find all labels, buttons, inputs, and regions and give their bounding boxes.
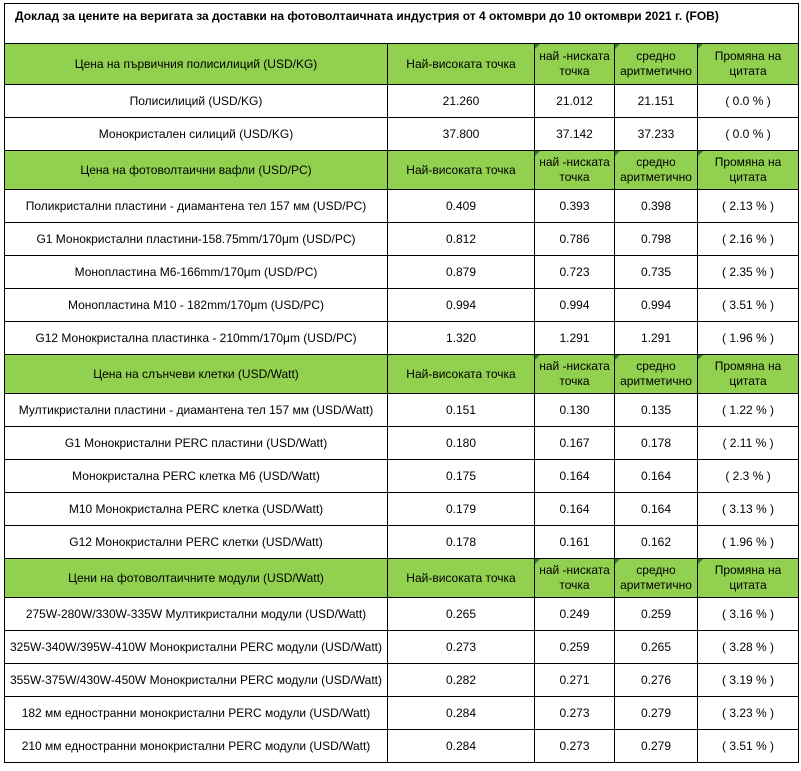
low-value-cell: 0.161 (535, 526, 615, 559)
low-value-cell: 0.249 (535, 598, 615, 631)
low-value-cell: 1.291 (535, 322, 615, 355)
product-name-cell: M10 Монокристална PERC клетка (USD/Watt) (5, 493, 388, 526)
change-value-cell: ( 2.11 % ) (698, 427, 799, 460)
section-header-title: Цена на фотоволтаични вафли (USD/PC) (5, 151, 388, 190)
change-value-cell: ( 3.51 % ) (698, 730, 799, 763)
column-header-label: средно аритметично (620, 359, 692, 388)
column-header-label: Най-високата точка (406, 163, 516, 177)
low-value-cell: 0.130 (535, 394, 615, 427)
column-header-change (698, 559, 799, 598)
column-header-avg (615, 559, 698, 598)
column-header-label: Най-високата точка (406, 57, 516, 71)
table-row (5, 697, 799, 730)
high-value-cell: 0.284 (388, 730, 535, 763)
table-row (5, 289, 799, 322)
cell-comment-marker (698, 151, 703, 156)
product-name-cell: 182 мм едностранни монокристални PERC модули (USD/Watt) (5, 697, 388, 730)
change-value-cell: ( 3.13 % ) (698, 493, 799, 526)
column-header-label: най -ниската точка (539, 49, 610, 78)
section-header-row (5, 355, 799, 394)
table-row (5, 526, 799, 559)
avg-value-cell: 0.398 (615, 190, 698, 223)
product-name-cell: Мултикристални пластини - диамантена тел 157 мм (USD/Watt) (5, 394, 388, 427)
high-value-cell: 37.800 (388, 118, 535, 151)
low-value-cell: 37.142 (535, 118, 615, 151)
high-value-cell: 0.284 (388, 697, 535, 730)
table-row (5, 631, 799, 664)
column-header-avg (615, 44, 698, 85)
avg-value-cell: 0.259 (615, 598, 698, 631)
cell-comment-marker (535, 559, 540, 564)
high-value-cell: 0.879 (388, 256, 535, 289)
table-row (5, 223, 799, 256)
column-header-high (388, 44, 535, 85)
low-value-cell: 0.273 (535, 697, 615, 730)
change-value-cell: ( 2.13 % ) (698, 190, 799, 223)
column-header-change (698, 355, 799, 394)
product-name-cell: Монокристална PERC клетка M6 (USD/Watt) (5, 460, 388, 493)
cell-comment-marker (535, 44, 540, 49)
product-name-cell: 355W-375W/430W-450W Монокристални PERC модули (USD/Watt) (5, 664, 388, 697)
table-row (5, 256, 799, 289)
table-row (5, 493, 799, 526)
cell-comment-marker (615, 44, 620, 49)
product-name-cell: 210 мм едностранни монокристални PERC модули (USD/Watt) (5, 730, 388, 763)
change-value-cell: ( 2.3 % ) (698, 460, 799, 493)
column-header-label: Промяна на цитата (714, 563, 782, 592)
cell-comment-marker (615, 559, 620, 564)
column-header-low (535, 151, 615, 190)
table-row (5, 460, 799, 493)
table-row (5, 322, 799, 355)
price-table (4, 3, 799, 763)
product-name-cell: 325W-340W/395W-410W Монокристални PERC модули (USD/Watt) (5, 631, 388, 664)
cell-comment-marker (615, 355, 620, 360)
change-value-cell: ( 1.96 % ) (698, 322, 799, 355)
high-value-cell: 0.282 (388, 664, 535, 697)
product-name-cell: G12 Монокристални PERC клетки (USD/Watt) (5, 526, 388, 559)
cell-comment-marker (535, 151, 540, 156)
section-header-title: Цена на първичния полисилиций (USD/KG) (5, 44, 388, 85)
column-header-high (388, 151, 535, 190)
high-value-cell: 0.409 (388, 190, 535, 223)
high-value-cell: 0.265 (388, 598, 535, 631)
column-header-label: средно аритметично (620, 49, 692, 78)
high-value-cell: 0.175 (388, 460, 535, 493)
low-value-cell: 0.167 (535, 427, 615, 460)
column-header-label: Промяна на цитата (714, 359, 782, 388)
high-value-cell: 1.320 (388, 322, 535, 355)
avg-value-cell: 0.162 (615, 526, 698, 559)
low-value-cell: 0.786 (535, 223, 615, 256)
high-value-cell: 0.812 (388, 223, 535, 256)
cell-comment-marker (615, 151, 620, 156)
change-value-cell: ( 3.28 % ) (698, 631, 799, 664)
column-header-label: средно аритметично (620, 155, 692, 184)
high-value-cell: 0.273 (388, 631, 535, 664)
column-header-label: най -ниската точка (539, 563, 610, 592)
title-row (5, 4, 799, 44)
low-value-cell: 21.012 (535, 85, 615, 118)
avg-value-cell: 0.265 (615, 631, 698, 664)
avg-value-cell: 0.994 (615, 289, 698, 322)
low-value-cell: 0.393 (535, 190, 615, 223)
avg-value-cell: 0.164 (615, 460, 698, 493)
cell-comment-marker (535, 355, 540, 360)
table-row (5, 664, 799, 697)
table-row (5, 190, 799, 223)
low-value-cell: 0.723 (535, 256, 615, 289)
product-name-cell: G12 Монокристална пластинка - 210mm/170μm (USD/PC) (5, 322, 388, 355)
avg-value-cell: 0.279 (615, 730, 698, 763)
low-value-cell: 0.273 (535, 730, 615, 763)
high-value-cell: 0.180 (388, 427, 535, 460)
column-header-label: Промяна на цитата (714, 49, 782, 78)
high-value-cell: 0.179 (388, 493, 535, 526)
change-value-cell: ( 0.0 % ) (698, 85, 799, 118)
column-header-label: Най-високата точка (406, 571, 516, 585)
avg-value-cell: 0.276 (615, 664, 698, 697)
column-header-label: средно аритметично (620, 563, 692, 592)
column-header-avg (615, 151, 698, 190)
high-value-cell: 0.994 (388, 289, 535, 322)
column-header-low (535, 44, 615, 85)
change-value-cell: ( 1.22 % ) (698, 394, 799, 427)
change-value-cell: ( 3.51 % ) (698, 289, 799, 322)
change-value-cell: ( 3.19 % ) (698, 664, 799, 697)
section-header-row (5, 151, 799, 190)
avg-value-cell: 1.291 (615, 322, 698, 355)
avg-value-cell: 0.798 (615, 223, 698, 256)
avg-value-cell: 0.279 (615, 697, 698, 730)
column-header-high (388, 355, 535, 394)
avg-value-cell: 0.164 (615, 493, 698, 526)
avg-value-cell: 37.233 (615, 118, 698, 151)
avg-value-cell: 0.178 (615, 427, 698, 460)
section-header-row (5, 44, 799, 85)
change-value-cell: ( 2.35 % ) (698, 256, 799, 289)
low-value-cell: 0.164 (535, 493, 615, 526)
avg-value-cell: 0.735 (615, 256, 698, 289)
cell-comment-marker (698, 559, 703, 564)
product-name-cell: Монопластина M6-166mm/170μm (USD/PC) (5, 256, 388, 289)
product-name-cell: G1 Монокристални пластини-158.75mm/170μm (USD/PC) (5, 223, 388, 256)
product-name-cell: Монокристален силиций (USD/KG) (5, 118, 388, 151)
column-header-change (698, 151, 799, 190)
change-value-cell: ( 1.96 % ) (698, 526, 799, 559)
column-header-label: най -ниската точка (539, 155, 610, 184)
low-value-cell: 0.164 (535, 460, 615, 493)
change-value-cell: ( 0.0 % ) (698, 118, 799, 151)
cell-comment-marker (698, 44, 703, 49)
table-row (5, 427, 799, 460)
section-header-title: Цена на слънчеви клетки (USD/Watt) (5, 355, 388, 394)
avg-value-cell: 21.151 (615, 85, 698, 118)
column-header-change (698, 44, 799, 85)
low-value-cell: 0.994 (535, 289, 615, 322)
avg-value-cell: 0.135 (615, 394, 698, 427)
product-name-cell: Поликристални пластини - диамантена тел 157 мм (USD/PC) (5, 190, 388, 223)
high-value-cell: 0.178 (388, 526, 535, 559)
change-value-cell: ( 2.16 % ) (698, 223, 799, 256)
column-header-low (535, 355, 615, 394)
change-value-cell: ( 3.16 % ) (698, 598, 799, 631)
section-header-row (5, 559, 799, 598)
high-value-cell: 21.260 (388, 85, 535, 118)
table-row (5, 118, 799, 151)
table-row (5, 598, 799, 631)
column-header-avg (615, 355, 698, 394)
report-title: Доклад за цените на веригата за доставки на фотоволтаичната индустрия от 4 октомври до 10 октомври 2021 г. (FOB) (5, 4, 799, 44)
cell-comment-marker (698, 355, 703, 360)
table-row (5, 85, 799, 118)
column-header-label: Промяна на цитата (714, 155, 782, 184)
product-name-cell: Монопластина M10 - 182mm/170μm (USD/PC) (5, 289, 388, 322)
section-header-title: Цени на фотоволтаичните модули (USD/Watt) (5, 559, 388, 598)
column-header-label: Най-високата точка (406, 367, 516, 381)
table-row (5, 730, 799, 763)
low-value-cell: 0.259 (535, 631, 615, 664)
column-header-label: най -ниската точка (539, 359, 610, 388)
change-value-cell: ( 3.23 % ) (698, 697, 799, 730)
column-header-high (388, 559, 535, 598)
high-value-cell: 0.151 (388, 394, 535, 427)
table-row (5, 394, 799, 427)
product-name-cell: Полисилиций (USD/KG) (5, 85, 388, 118)
price-report-sheet (4, 3, 798, 763)
product-name-cell: G1 Монокристални PERC пластини (USD/Watt) (5, 427, 388, 460)
product-name-cell: 275W-280W/330W-335W Мултикристални модули (USD/Watt) (5, 598, 388, 631)
column-header-low (535, 559, 615, 598)
low-value-cell: 0.271 (535, 664, 615, 697)
